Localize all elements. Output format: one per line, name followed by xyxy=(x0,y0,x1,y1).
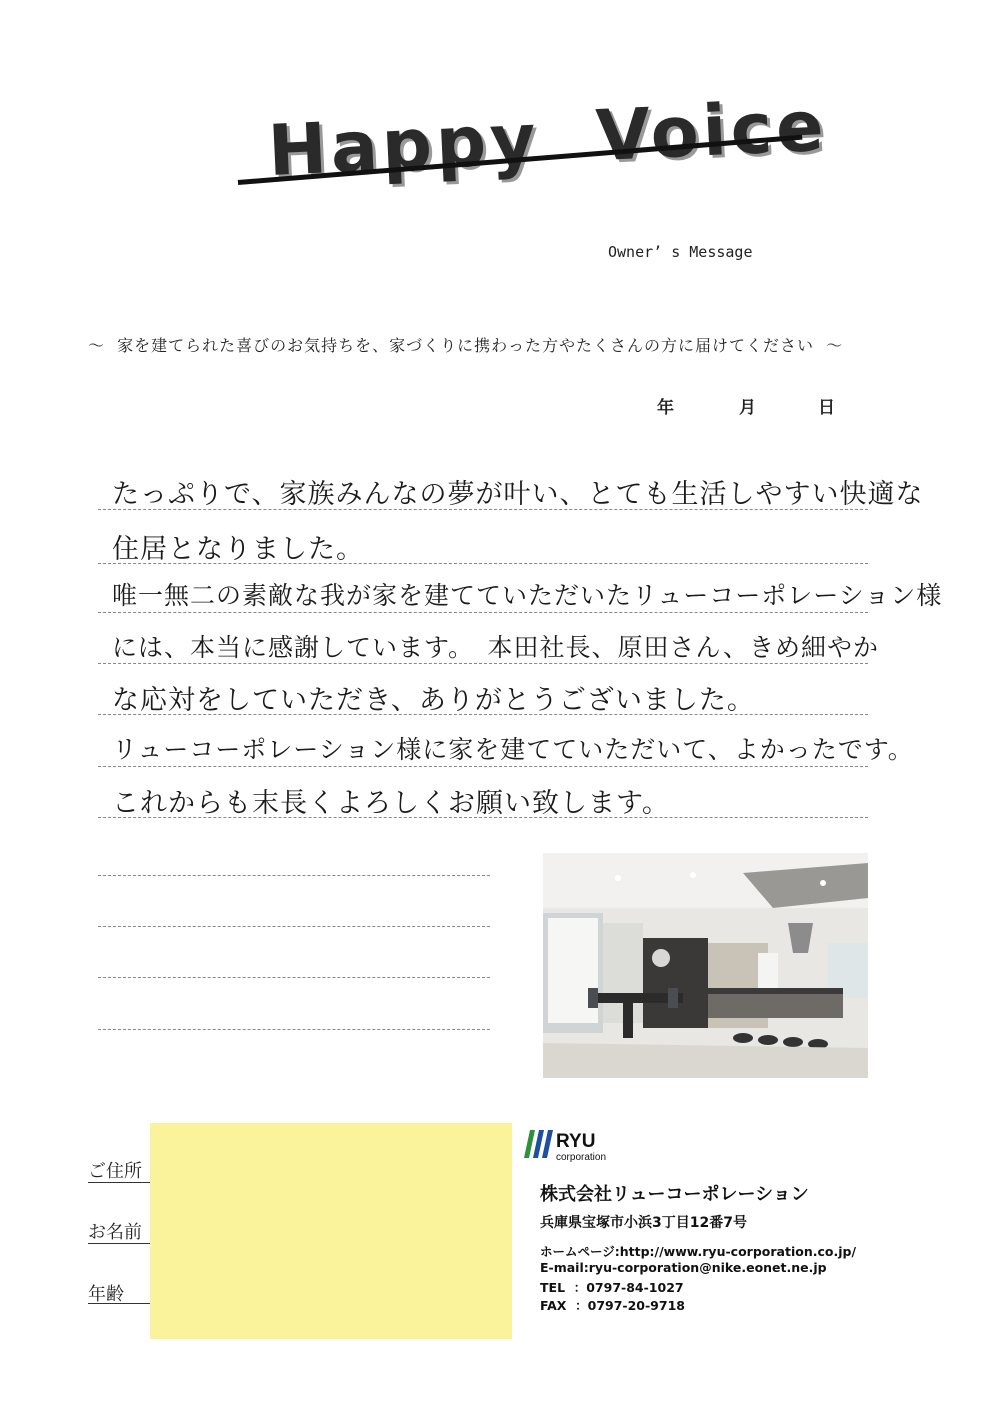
kitchen-photo xyxy=(543,853,868,1078)
message-line: リューコーポレーション様に家を建てていただいて、よかったです。 xyxy=(112,735,914,764)
instruction-text: ～ 家を建てられた喜びのお気持ちを、家づくりに携わった方やたくさんの方に届けてください ～ xyxy=(88,336,844,355)
date-month-label: 月 xyxy=(739,398,756,418)
ruled-line xyxy=(98,977,490,978)
message-line: には、本当に感謝しています。 本田社長、原田さん、きめ細やか xyxy=(112,633,880,662)
logo-subtext: corporation xyxy=(556,1152,607,1163)
company-name: 株式会社リューコーポレーション xyxy=(540,1184,809,1205)
message-line: な応対をしていただき、ありがとうございました。 xyxy=(112,685,755,716)
company-fax: FAX ：0797-20-9718 xyxy=(540,1298,685,1313)
ruled-line xyxy=(98,612,868,613)
ruled-line xyxy=(98,766,868,767)
company-email: E-mail:ryu-corporation@nike.eonet.ne.jp xyxy=(540,1260,827,1275)
ruled-line xyxy=(98,1029,490,1030)
page-title: Happy Voice xyxy=(266,84,830,192)
message-line: 住居となりました。 xyxy=(112,534,364,565)
company-homepage: ホームページ:http://www.ryu-corporation.co.jp/ xyxy=(540,1244,857,1259)
company-address: 兵庫県宝塚市小浜3丁目12番7号 xyxy=(540,1215,747,1231)
date-day-label: 日 xyxy=(818,398,835,418)
ruled-line xyxy=(98,875,490,876)
company-tel: TEL ：0797-84-1027 xyxy=(540,1280,684,1295)
ruled-line xyxy=(98,926,490,927)
age-label: 年齢 xyxy=(88,1284,124,1305)
address-underline xyxy=(88,1182,152,1183)
date-year-label: 年 xyxy=(657,398,674,418)
logo-text: RYU xyxy=(556,1131,596,1152)
name-label: お名前 xyxy=(88,1222,142,1243)
age-underline xyxy=(88,1303,152,1304)
redaction-box xyxy=(150,1123,512,1339)
address-label: ご住所 xyxy=(88,1161,142,1182)
message-line: たっぷりで、家族みんなの夢が叶い、とても生活しやすい快適な xyxy=(112,479,924,510)
message-line: 唯一無二の素敵な我が家を建てていただいたリューコーポレーション様 xyxy=(112,581,943,610)
name-underline xyxy=(88,1243,152,1244)
company-logo-icon xyxy=(520,1128,556,1164)
page-subtitle: Owner’ s Message xyxy=(608,243,753,261)
message-line: これからも末長くよろしくお願い致します。 xyxy=(112,788,670,819)
